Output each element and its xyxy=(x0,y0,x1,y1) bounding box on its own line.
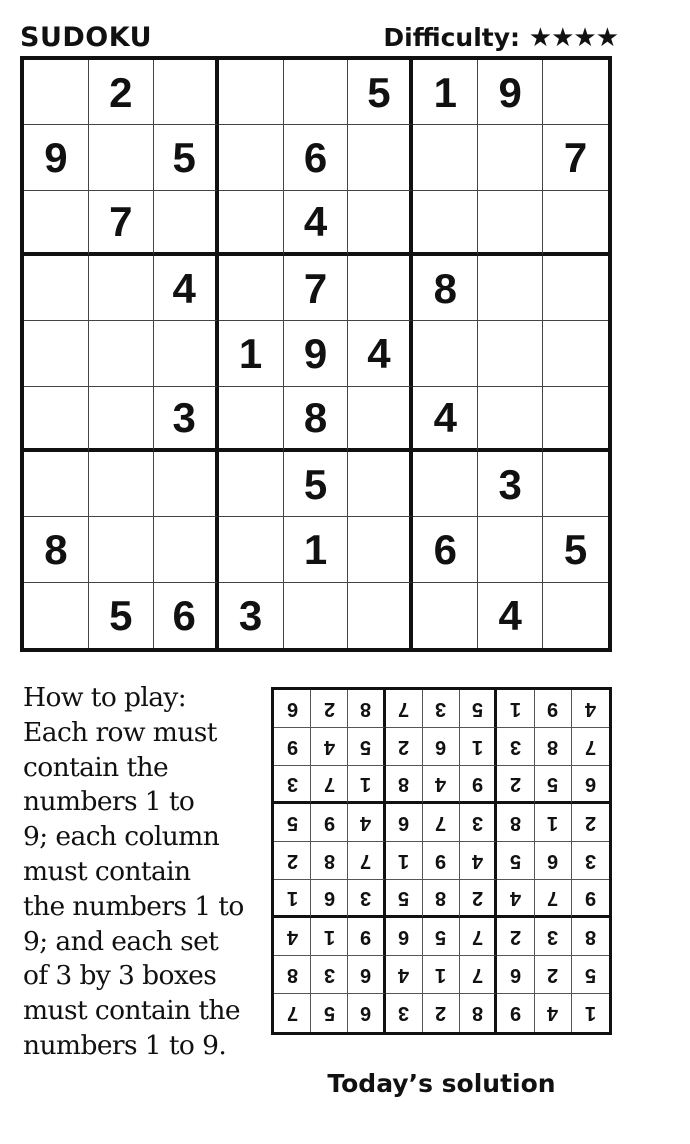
solution-cell xyxy=(460,918,497,956)
puzzle-cell[interactable] xyxy=(154,452,219,517)
solution-cell xyxy=(572,956,609,994)
difficulty-stars: ★★★★ xyxy=(528,23,618,53)
puzzle-cell[interactable]: 5 xyxy=(284,452,349,517)
solution-cell xyxy=(311,956,348,994)
puzzle-cell[interactable]: 6 xyxy=(413,517,478,582)
solution-digit: 3 xyxy=(359,886,372,909)
solution-digit: 1 xyxy=(509,697,521,720)
solution-digit: 1 xyxy=(435,963,447,986)
solution-digit: 8 xyxy=(286,963,298,986)
solution-cell xyxy=(386,804,423,842)
solution-cell xyxy=(423,994,460,1032)
solution-digit: 8 xyxy=(435,886,447,909)
difficulty-label: Difficulty: xyxy=(383,23,521,52)
solution-cell xyxy=(572,842,609,880)
solution-digit: 1 xyxy=(286,886,298,909)
instruction-line: How to play: xyxy=(23,682,187,713)
solution-digit: 1 xyxy=(584,1002,596,1024)
solution-digit: 5 xyxy=(323,1002,335,1024)
solution-digit: 5 xyxy=(359,735,372,758)
solution-cell xyxy=(572,804,609,842)
solution-digit: 9 xyxy=(584,886,596,909)
solution-digit: 5 xyxy=(471,697,483,720)
puzzle-cell[interactable] xyxy=(478,517,543,582)
puzzle-cell[interactable] xyxy=(413,191,478,256)
puzzle-cell[interactable] xyxy=(284,60,349,125)
solution-caption: Today’s solution xyxy=(327,1069,556,1098)
puzzle-cell[interactable] xyxy=(24,256,89,321)
solution-digit: 6 xyxy=(547,849,559,872)
puzzle-cell[interactable]: 4 xyxy=(478,583,543,648)
solution-cell xyxy=(386,728,423,766)
solution-cell xyxy=(497,918,534,956)
solution-digit: 6 xyxy=(359,963,372,986)
puzzle-cell[interactable] xyxy=(543,583,608,648)
solution-cell xyxy=(348,918,385,956)
puzzle-cell[interactable]: 7 xyxy=(543,125,608,190)
puzzle-cell[interactable] xyxy=(348,387,413,452)
puzzle-cell[interactable] xyxy=(543,387,608,452)
solution-cell xyxy=(497,766,534,804)
solution-cell xyxy=(311,994,348,1032)
solution-digit: 2 xyxy=(398,735,410,758)
solution-digit: 6 xyxy=(398,925,410,948)
puzzle-cell[interactable]: 8 xyxy=(413,256,478,321)
puzzle-cell[interactable]: 5 xyxy=(154,125,219,190)
solution-digit: 3 xyxy=(509,735,521,758)
solution-cell xyxy=(535,728,572,766)
puzzle-cell[interactable] xyxy=(24,583,89,648)
puzzle-cell[interactable]: 9 xyxy=(478,60,543,125)
solution-digit: 6 xyxy=(584,772,596,795)
solution-digit: 5 xyxy=(398,886,410,909)
solution-cell xyxy=(386,994,423,1032)
solution-digit: 2 xyxy=(323,697,335,720)
instruction-line: contain the xyxy=(23,751,169,783)
solution-cell xyxy=(460,842,497,880)
solution-cell xyxy=(535,994,572,1032)
solution-digit: 4 xyxy=(509,886,521,909)
solution-cell xyxy=(423,918,460,956)
solution-cell xyxy=(274,804,311,842)
solution-digit: 2 xyxy=(547,963,559,986)
solution-cell xyxy=(348,766,385,804)
solution-cell xyxy=(460,766,497,804)
puzzle-cell[interactable]: 5 xyxy=(348,60,413,125)
puzzle-cell[interactable]: 5 xyxy=(89,583,154,648)
puzzle-cell[interactable] xyxy=(348,583,413,648)
puzzle-cell[interactable] xyxy=(89,256,154,321)
puzzle-cell[interactable] xyxy=(543,60,608,125)
puzzle-cell[interactable]: 1 xyxy=(413,60,478,125)
puzzle-cell[interactable] xyxy=(284,583,349,648)
solution-cell xyxy=(386,690,423,728)
solution-digit: 8 xyxy=(584,925,596,948)
puzzle-cell[interactable] xyxy=(348,125,413,190)
solution-digit: 4 xyxy=(547,1002,559,1024)
solution-cell xyxy=(386,880,423,918)
puzzle-cell[interactable] xyxy=(478,256,543,321)
puzzle-cell[interactable] xyxy=(154,517,219,582)
solution-digit: 5 xyxy=(584,963,596,986)
solution-cell xyxy=(274,766,311,804)
solution-cell xyxy=(423,766,460,804)
puzzle-cell[interactable]: 8 xyxy=(24,517,89,582)
puzzle-cell[interactable]: 6 xyxy=(284,125,349,190)
solution-digit: 3 xyxy=(584,849,596,872)
solution-cell xyxy=(460,880,497,918)
instruction-line: Each row must xyxy=(23,716,217,748)
solution-cell xyxy=(311,842,348,880)
solution-digit: 5 xyxy=(509,849,521,872)
solution-cell xyxy=(311,918,348,956)
solution-cell xyxy=(348,994,385,1032)
solution-cell xyxy=(348,956,385,994)
solution-digit: 4 xyxy=(286,925,298,948)
solution-digit: 8 xyxy=(547,735,559,758)
puzzle-cell[interactable] xyxy=(413,125,478,190)
puzzle-cell[interactable]: 4 xyxy=(413,387,478,452)
puzzle-cell[interactable] xyxy=(478,191,543,256)
solution-digit: 9 xyxy=(509,1002,521,1024)
puzzle-cell[interactable]: 3 xyxy=(154,387,219,452)
puzzle-title: SUDOKU xyxy=(20,22,153,53)
solution-digit: 4 xyxy=(435,772,447,795)
puzzle-cell[interactable] xyxy=(24,60,89,125)
instruction-line: 9; each column xyxy=(23,821,220,853)
solution-cell xyxy=(535,766,572,804)
solution-cell xyxy=(572,690,609,728)
puzzle-cell[interactable] xyxy=(24,321,89,386)
puzzle-cell[interactable]: 3 xyxy=(478,452,543,517)
solution-cell xyxy=(274,690,311,728)
solution-cell xyxy=(572,880,609,918)
solution-cell xyxy=(348,842,385,880)
solution-cell xyxy=(535,804,572,842)
solution-digit: 9 xyxy=(323,811,335,834)
instruction-line: must contain the xyxy=(23,995,240,1027)
instruction-line: 9; and each set xyxy=(23,925,219,957)
solution-digit: 2 xyxy=(509,772,521,795)
puzzle-cell[interactable]: 7 xyxy=(89,191,154,256)
puzzle-cell[interactable] xyxy=(348,256,413,321)
solution-cell xyxy=(497,804,534,842)
solution-digit: 6 xyxy=(359,1002,372,1024)
difficulty-rating xyxy=(383,20,618,56)
solution-digit: 1 xyxy=(359,772,372,795)
solution-cell xyxy=(274,728,311,766)
solution-grid xyxy=(271,687,612,1035)
solution-digit: 1 xyxy=(547,811,559,834)
solution-digit: 2 xyxy=(509,925,521,948)
solution-cell xyxy=(423,956,460,994)
solution-cell xyxy=(311,766,348,804)
solution-cell xyxy=(497,994,534,1032)
puzzle-cell[interactable] xyxy=(478,387,543,452)
puzzle-cell[interactable] xyxy=(348,191,413,256)
solution-cell xyxy=(423,728,460,766)
solution-digit: 8 xyxy=(398,772,410,795)
puzzle-cell[interactable] xyxy=(24,191,89,256)
solution-cell xyxy=(497,728,534,766)
instruction-line: of 3 by 3 boxes xyxy=(23,960,217,992)
puzzle-cell[interactable] xyxy=(543,256,608,321)
puzzle-cell[interactable] xyxy=(154,60,219,125)
solution-cell xyxy=(274,994,311,1032)
solution-digit: 3 xyxy=(398,1002,410,1024)
solution-cell xyxy=(274,880,311,918)
solution-digit: 4 xyxy=(359,811,372,834)
puzzle-cell[interactable] xyxy=(219,517,284,582)
puzzle-cell[interactable] xyxy=(24,452,89,517)
solution-cell xyxy=(535,918,572,956)
solution-digit: 9 xyxy=(359,925,372,948)
puzzle-cell[interactable] xyxy=(219,191,284,256)
solution-cell xyxy=(348,880,385,918)
solution-digit: 3 xyxy=(471,811,483,834)
solution-cell xyxy=(386,956,423,994)
solution-digit: 9 xyxy=(547,697,559,720)
solution-cell xyxy=(348,690,385,728)
puzzle-cell[interactable]: 4 xyxy=(348,321,413,386)
solution-cell xyxy=(535,880,572,918)
solution-cell xyxy=(460,994,497,1032)
solution-cell xyxy=(572,766,609,804)
solution-digit: 5 xyxy=(286,811,298,834)
solution-digit: 4 xyxy=(323,735,335,758)
puzzle-cell[interactable] xyxy=(219,60,284,125)
puzzle-cell[interactable] xyxy=(219,256,284,321)
puzzle-cell[interactable] xyxy=(543,452,608,517)
instruction-line: numbers 1 to xyxy=(23,786,195,818)
puzzle-cell[interactable] xyxy=(24,387,89,452)
solution-cell xyxy=(497,690,534,728)
puzzle-cell[interactable] xyxy=(348,517,413,582)
solution-cell xyxy=(535,956,572,994)
solution-digit: 7 xyxy=(398,697,410,720)
sudoku-puzzle-grid xyxy=(20,56,612,652)
solution-digit: 2 xyxy=(584,811,596,834)
solution-cell xyxy=(460,956,497,994)
solution-digit: 7 xyxy=(547,886,559,909)
solution-digit: 1 xyxy=(471,735,483,758)
puzzle-cell[interactable] xyxy=(543,321,608,386)
puzzle-cell[interactable] xyxy=(89,387,154,452)
solution-digit: 6 xyxy=(323,886,335,909)
solution-digit: 7 xyxy=(471,963,483,986)
solution-digit: 5 xyxy=(435,925,447,948)
solution-digit: 9 xyxy=(286,735,298,758)
solution-digit: 6 xyxy=(435,735,447,758)
puzzle-cell[interactable]: 6 xyxy=(154,583,219,648)
solution-digit: 7 xyxy=(359,849,372,872)
puzzle-cell[interactable]: 9 xyxy=(284,321,349,386)
puzzle-cell[interactable]: 7 xyxy=(284,256,349,321)
solution-digit: 8 xyxy=(323,849,335,872)
solution-cell xyxy=(423,690,460,728)
solution-digit: 2 xyxy=(471,886,483,909)
solution-cell xyxy=(386,842,423,880)
solution-digit: 7 xyxy=(471,925,483,948)
solution-digit: 4 xyxy=(471,849,483,872)
puzzle-cell[interactable]: 8 xyxy=(284,387,349,452)
puzzle-cell[interactable] xyxy=(219,452,284,517)
puzzle-cell[interactable]: 4 xyxy=(154,256,219,321)
puzzle-cell[interactable] xyxy=(478,125,543,190)
solution-cell xyxy=(497,880,534,918)
solution-digit: 7 xyxy=(286,1002,298,1024)
puzzle-cell[interactable] xyxy=(89,517,154,582)
solution-cell xyxy=(460,804,497,842)
solution-digit: 8 xyxy=(471,1002,483,1024)
solution-digit: 6 xyxy=(398,811,410,834)
solution-digit: 4 xyxy=(398,963,410,986)
solution-digit: 9 xyxy=(435,849,447,872)
solution-digit: 3 xyxy=(286,772,298,795)
instruction-line: must contain xyxy=(23,855,191,887)
puzzle-cell[interactable]: 9 xyxy=(24,125,89,190)
solution-digit: 6 xyxy=(286,697,298,720)
solution-digit: 2 xyxy=(286,849,298,872)
solution-digit: 9 xyxy=(471,772,483,795)
solution-cell xyxy=(460,728,497,766)
solution-digit: 1 xyxy=(323,925,335,948)
puzzle-cell[interactable] xyxy=(89,125,154,190)
puzzle-cell[interactable] xyxy=(413,321,478,386)
solution-digit: 8 xyxy=(509,811,521,834)
solution-cell xyxy=(274,842,311,880)
solution-cell xyxy=(348,804,385,842)
solution-cell xyxy=(423,804,460,842)
solution-cell xyxy=(572,728,609,766)
solution-digit: 5 xyxy=(547,772,559,795)
puzzle-cell[interactable] xyxy=(348,452,413,517)
puzzle-cell[interactable]: 2 xyxy=(89,60,154,125)
puzzle-cell[interactable] xyxy=(478,321,543,386)
solution-digit: 1 xyxy=(398,849,410,872)
solution-cell xyxy=(386,918,423,956)
puzzle-cell[interactable]: 1 xyxy=(284,517,349,582)
puzzle-cell[interactable]: 3 xyxy=(219,583,284,648)
solution-cell xyxy=(311,690,348,728)
puzzle-cell[interactable] xyxy=(89,452,154,517)
instruction-line: the numbers 1 to xyxy=(23,890,244,922)
solution-cell xyxy=(386,766,423,804)
solution-cell xyxy=(348,728,385,766)
puzzle-cell[interactable] xyxy=(543,191,608,256)
solution-cell xyxy=(311,728,348,766)
solution-cell xyxy=(497,842,534,880)
solution-digit: 3 xyxy=(547,925,559,948)
solution-cell xyxy=(572,918,609,956)
solution-digit: 7 xyxy=(584,735,596,758)
puzzle-cell[interactable] xyxy=(413,452,478,517)
how-to-play-instructions xyxy=(23,681,268,1064)
solution-digit: 3 xyxy=(435,697,447,720)
puzzle-cell[interactable]: 4 xyxy=(284,191,349,256)
solution-cell xyxy=(572,994,609,1032)
solution-cell xyxy=(274,918,311,956)
puzzle-cell[interactable] xyxy=(219,387,284,452)
solution-cell xyxy=(535,842,572,880)
solution-digit: 4 xyxy=(584,697,596,720)
solution-digit: 2 xyxy=(435,1002,447,1024)
puzzle-cell[interactable]: 1 xyxy=(219,321,284,386)
solution-cell xyxy=(311,804,348,842)
solution-digit: 8 xyxy=(359,697,372,720)
puzzle-cell[interactable]: 5 xyxy=(543,517,608,582)
instruction-line: numbers 1 to 9. xyxy=(23,1029,227,1061)
solution-digit: 7 xyxy=(323,772,335,795)
puzzle-cell[interactable] xyxy=(154,191,219,256)
solution-cell xyxy=(497,956,534,994)
solution-digit: 6 xyxy=(509,963,521,986)
puzzle-cell[interactable] xyxy=(219,125,284,190)
solution-cell xyxy=(274,956,311,994)
puzzle-cell[interactable] xyxy=(413,583,478,648)
solution-digit: 7 xyxy=(435,811,447,834)
solution-cell xyxy=(423,880,460,918)
solution-cell xyxy=(460,690,497,728)
solution-cell xyxy=(311,880,348,918)
puzzle-cell[interactable] xyxy=(154,321,219,386)
puzzle-cell[interactable] xyxy=(89,321,154,386)
solution-cell xyxy=(423,842,460,880)
solution-cell xyxy=(535,690,572,728)
solution-digit: 3 xyxy=(323,963,335,986)
